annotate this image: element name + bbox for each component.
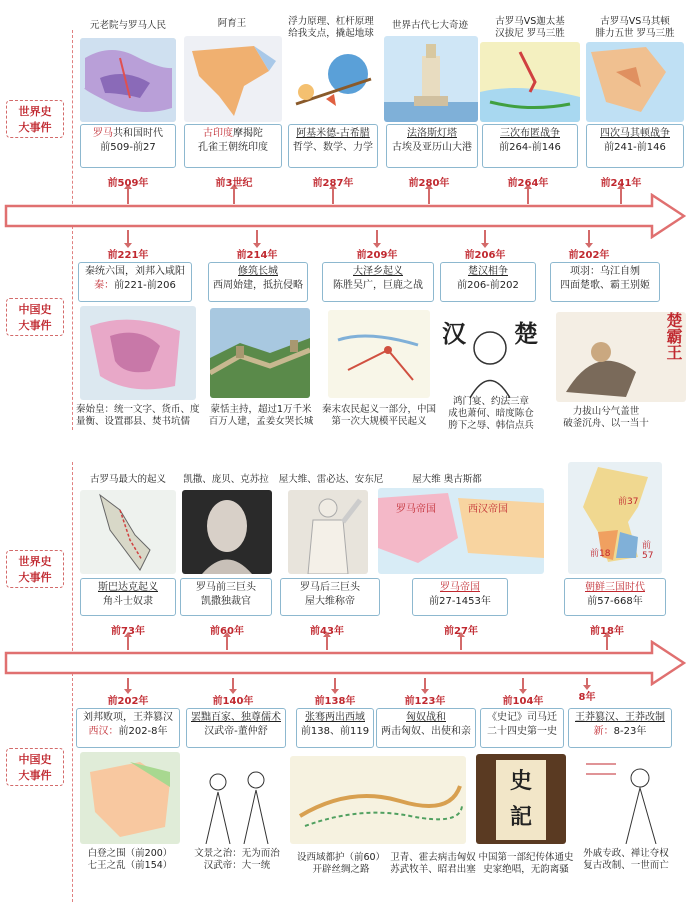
year-label: 前138年: [314, 696, 356, 707]
connector: [606, 636, 608, 650]
event-western-han[interactable]: 刘邦败项，王莽篡汉 西汉：前202-8年: [76, 708, 180, 748]
caption-seven-wonders: 世界古代七大奇迹: [391, 20, 468, 31]
connector: [232, 678, 234, 690]
caption-punic-wars: 古罗马VS迦太基 汉拔尼 罗马三胜: [495, 16, 565, 39]
archimedes-lever-cartoon-icon: [286, 44, 378, 122]
connector: [522, 678, 524, 690]
map-india-icon: [184, 36, 282, 122]
roman-empire-map-label: 罗马帝国: [396, 504, 436, 515]
chu-han-portraits-icon: [440, 308, 540, 398]
event-punic-wars[interactable]: 三次布匿战争 前264-前146: [482, 124, 578, 168]
lighthouse-icon: [384, 36, 478, 122]
event-shiji[interactable]: 《史记》司马迁 二十四史第一史: [480, 708, 564, 748]
caption-chu-han: 鸿门宴、约法三章 成也萧何、暗度陈仓 胯下之辱、韩信点兵: [448, 396, 534, 431]
label-china-history-1: 中国史 大事件: [6, 298, 64, 336]
year-label: 8年: [578, 692, 596, 703]
connector: [428, 188, 430, 204]
connector: [424, 678, 426, 690]
connector: [588, 230, 590, 244]
event-pharos-lighthouse[interactable]: 法洛斯灯塔 古埃及亚历山大港: [386, 124, 478, 168]
connector: [233, 188, 235, 204]
map-spartacus-icon: [80, 490, 176, 574]
event-ancient-india[interactable]: 古印度摩揭陀 孔雀王朝统印度: [184, 124, 282, 168]
connector: [127, 230, 129, 244]
label-world-history-2: 世界史 大事件: [6, 550, 64, 588]
event-dazexiang-uprising[interactable]: 大泽乡起义 陈胜吴广，巨鹿之战: [322, 262, 434, 302]
augustus-statue-icon: [288, 490, 368, 574]
event-spartacus[interactable]: 斯巴达克起义 角斗士奴隶: [80, 578, 176, 616]
caption-silk-road: 设西域都护（前60） 开辟丝绸之路: [296, 852, 386, 875]
event-roman-republic[interactable]: 罗马共和国时代 前509-前27: [80, 124, 176, 168]
year-label: 前202年: [568, 250, 610, 261]
caption-roman-republic: 元老院与罗马人民: [89, 20, 166, 31]
year-label: 前280年: [408, 178, 450, 189]
connector: [620, 188, 622, 204]
caption-archimedes: 浮力原理、杠杆原理 给我支点，撬起地球: [288, 16, 374, 39]
connector: [127, 636, 129, 650]
event-great-wall[interactable]: 修筑长城 西周始建，抵抗侵略: [208, 262, 308, 302]
year-label: 前264年: [507, 178, 549, 189]
year-label: 前214年: [236, 250, 278, 261]
caption-ashoka: 阿育王: [217, 18, 247, 29]
caption-han-events: 白登之围（前200） 七王之乱（前154）: [87, 848, 173, 871]
shi-char: 史: [510, 769, 533, 794]
wang-mang-sketch-icon: [576, 754, 672, 844]
caption-macedonian-wars: 古罗马VS马其顿 腓力五世 罗马三胜: [595, 16, 675, 39]
year-label: 前104年: [502, 696, 544, 707]
map-punic-wars-icon: [480, 42, 580, 122]
caption-largest-uprising: 古罗马最大的起义: [89, 474, 166, 485]
chu-ba-wang-text: 楚霸王: [664, 312, 683, 360]
year-label: 前206年: [464, 250, 506, 261]
event-zhang-qian[interactable]: 张骞两出西域 前138、前119: [296, 708, 374, 748]
year-label: 前140年: [212, 696, 254, 707]
year-label: 前287年: [312, 178, 354, 189]
caption-xiang-yu: 力拔山兮气盖世 破釜沉舟、以一当十: [563, 406, 649, 429]
connector: [332, 188, 334, 204]
year-label: 前509年: [107, 178, 149, 189]
year-label: 前202年: [107, 696, 149, 707]
map-roman-expansion-icon: [80, 38, 176, 122]
year-label: 前73年: [111, 626, 145, 637]
event-roman-empire[interactable]: 罗马帝国 前27-1453年: [412, 578, 508, 616]
caption-wang-mang: 外戚专政、禅让夺权 复古改制、一世而亡: [583, 848, 669, 871]
map-roman-empire-icon: [378, 488, 544, 574]
year-label: 前209年: [356, 250, 398, 261]
year-label: 前3世纪: [215, 178, 253, 189]
korea-37-label: 前37: [618, 497, 639, 507]
caption-qin-shihuang: 秦始皇：统一文字、货币、度 量衡、设置郡县、焚书坑儒: [76, 404, 200, 427]
map-korea-icon: [568, 462, 662, 574]
map-han-icon: [80, 752, 180, 844]
map-uprising-icon: [328, 310, 430, 398]
year-label: 前241年: [600, 178, 642, 189]
event-macedonian-wars[interactable]: 四次马其顿战争 前241-前146: [586, 124, 684, 168]
year-label: 前123年: [404, 696, 446, 707]
connector: [460, 636, 462, 650]
chu-char: 楚: [514, 320, 538, 348]
connector: [127, 678, 129, 690]
event-xiongnu[interactable]: 匈奴战和 两击匈奴、出使和亲: [376, 708, 476, 748]
event-confucianism[interactable]: 罢黜百家、独尊儒术 汉武帝-董仲舒: [186, 708, 286, 748]
event-first-triumvirate[interactable]: 罗马前三巨头 凯撒独裁官: [180, 578, 272, 616]
connector: [226, 636, 228, 650]
event-qin-unification[interactable]: 秦统六国，刘邦入咸阳 秦：前221-前206: [78, 262, 192, 302]
caption-second-triumvirate: 屋大维、雷必达、安东尼: [278, 474, 384, 485]
xiang-yu-painting-icon: [556, 312, 686, 402]
great-wall-icon: [210, 308, 310, 398]
korea-57-label: 前57: [642, 541, 654, 561]
connector: [256, 230, 258, 244]
connector: [484, 230, 486, 244]
timeline-arrow-top: [4, 193, 686, 239]
label-world-history-1: 世界史 大事件: [6, 100, 64, 138]
wenjing-sketch-icon: [188, 752, 286, 844]
korea-18-label: 前18: [590, 549, 611, 559]
caption-augustus: 屋大维 奥古斯都: [412, 474, 482, 485]
event-chu-han-war[interactable]: 楚汉相争 前206-前202: [440, 262, 536, 302]
western-empire-map-label: 西汉帝国: [468, 504, 508, 515]
connector: [326, 636, 328, 650]
map-silk-road-icon: [290, 756, 466, 844]
year-label: 前221年: [107, 250, 149, 261]
caesar-bust-icon: [182, 490, 272, 574]
connector: [527, 188, 529, 204]
connector: [334, 678, 336, 690]
map-macedonia-icon: [586, 42, 684, 122]
connector: [586, 678, 588, 686]
label-china-history-2: 中国史 大事件: [6, 748, 64, 786]
year-label: 前43年: [310, 626, 344, 637]
ji-char: 記: [510, 805, 533, 830]
caption-xiongnu: 卫青、霍去病击匈奴 苏武牧羊、昭君出塞: [390, 852, 476, 875]
connector: [376, 230, 378, 244]
connector: [127, 188, 129, 204]
year-label: 前27年: [444, 626, 478, 637]
event-second-triumvirate[interactable]: 罗马后三巨头 屋大维称帝: [280, 578, 380, 616]
shiji-book-icon: [476, 754, 566, 844]
caption-wenjing: 文景之治：无为而治 汉武帝：大一统: [194, 848, 280, 871]
year-label: 前60年: [210, 626, 244, 637]
caption-uprising: 秦末农民起义一部分，中国 第一次大规模平民起义: [321, 404, 436, 427]
event-korea-three-kingdoms[interactable]: 朝鲜三国时代 前57-668年: [564, 578, 666, 616]
event-archimedes[interactable]: 阿基米德-古希腊 哲学、数学、力学: [288, 124, 378, 168]
year-label: 前18年: [590, 626, 624, 637]
event-xiang-yu[interactable]: 项羽：乌江自刎 四面楚歌、霸王别姬: [550, 262, 660, 302]
map-qin-icon: [80, 306, 196, 400]
caption-shiji: 中国第一部纪传体通史 史家绝唱，无韵离骚: [478, 852, 574, 875]
event-wang-mang[interactable]: 王莽篡汉、王莽改制 新：8-23年: [568, 708, 672, 748]
han-char: 汉: [442, 320, 466, 348]
timeline-arrow-bottom: [4, 640, 686, 686]
caption-great-wall: 蒙恬主持，超过1万千米 百万人建，孟姜女哭长城: [208, 404, 314, 427]
caption-first-triumvirate: 凯撒、庞贝、克苏拉: [183, 474, 269, 485]
